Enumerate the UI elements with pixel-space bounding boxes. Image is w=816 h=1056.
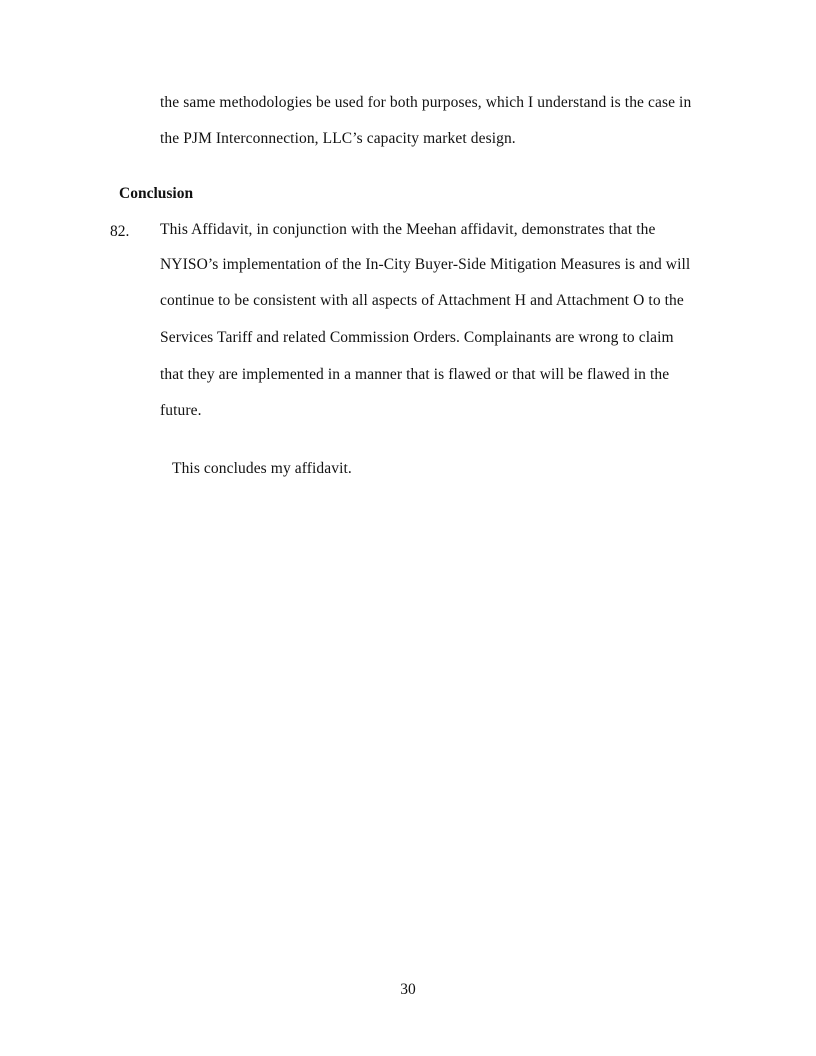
paragraph-line-1: This Affidavit, in conjunction with the Meehan affidavit, demonstrates that the [160, 221, 656, 238]
section-heading-conclusion: Conclusion [119, 185, 194, 202]
continuation-line-2: the PJM Interconnection, LLC’s capacity market design. [160, 130, 516, 147]
paragraph-line-5: that they are implemented in a manner that is flawed or that will be flawed in the [160, 366, 670, 383]
page-number: 30 [400, 981, 416, 998]
paragraph-line-4: Services Tariff and related Commission Orders. Complainants are wrong to claim [160, 329, 674, 346]
paragraph-number: 82. [110, 223, 130, 240]
paragraph-line-3: continue to be consistent with all aspects of Attachment H and Attachment O to the [160, 292, 684, 309]
paragraph-line-6: future. [160, 402, 202, 419]
continuation-line-1: the same methodologies be used for both purposes, which I understand is the case in [160, 94, 692, 111]
paragraph-line-2: NYISO’s implementation of the In-City Buyer-Side Mitigation Measures is and will [160, 256, 691, 273]
closing-statement: This concludes my affidavit. [172, 460, 352, 477]
